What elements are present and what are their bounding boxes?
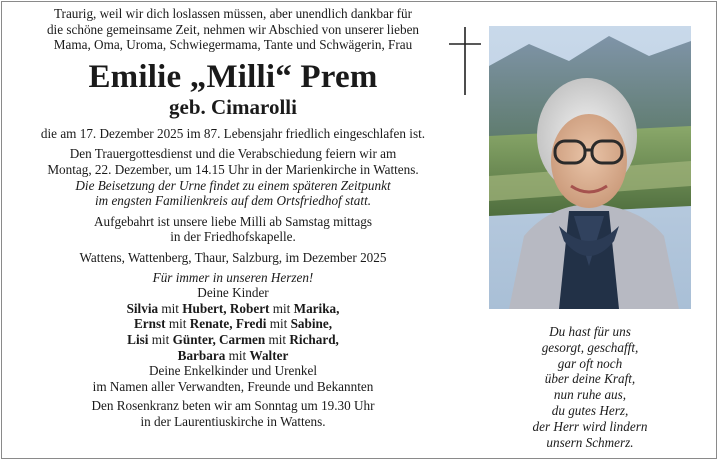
family-name: Barbara [177,347,226,363]
connector: mit [228,347,247,363]
family-line [18,348,448,364]
line-end: , [335,331,339,347]
children-label: Deine Kinder [197,285,269,301]
notice-text [18,6,448,429]
poem [490,324,690,450]
line-end: , [328,316,332,332]
relatives-line: im Namen aller Verwandten, Freunde und Bekannten [92,378,374,394]
poem-line: gesorgt, geschafft, [541,339,639,355]
poem-line: unsern Schmerz. [546,434,634,450]
portrait-photo [489,26,691,309]
family-name: Silvia [126,300,159,316]
grandchildren-line: Deine Enkelkinder und Urenkel [148,363,318,379]
connector: mit [161,300,179,316]
place-date: Wattens, Wattenberg, Thaur, Salzburg, im Dezember 2025 [79,249,387,265]
family-name: Lisi [127,331,149,347]
connector: mit [269,316,288,332]
family-name: Sabine [290,316,329,332]
family-name: Marika [293,300,337,316]
family-name: Carmen [219,331,266,347]
poem-line: Du hast für uns [549,324,631,339]
intro-line: Traurig, weil wir dich loslassen müssen, aber unendlich dankbar für [53,6,413,21]
family-name: Walter [249,347,289,363]
cross-icon [448,26,482,96]
connector: mit [272,300,291,316]
poem-line: du gutes Herz, [551,402,629,418]
family-name: Ernst [134,316,166,332]
family-name: Günter [172,331,213,347]
service-line: Den Trauergottesdienst und die Verabschiedung feiern wir am [69,146,397,162]
family-name: Hubert [182,300,224,316]
rosary-line: Den Rosenkranz beten wir am Sonntag um 19.30 Uhr [91,398,375,414]
poem-line: nun ruhe aus, [553,387,627,403]
family-name: Fredi [235,316,267,332]
burial-line: im engsten Familienkreis auf dem Ortsfriedhof statt. [94,193,372,209]
family-line: Silvia mit Hubert, Robert mit Marika, [126,300,340,316]
intro-text [18,6,448,53]
connector: mit [151,331,170,347]
poem-line: über deine Kraft, [544,371,636,387]
connector: mit [268,331,287,347]
line-end: , [336,300,340,316]
viewing-line: Aufgebahrt ist unsere liebe Milli ab Samstag mittags [94,213,372,229]
service-line: Montag, 22. Dezember, um 14.15 Uhr in der Marienkirche in Wattens. [47,161,419,177]
family-name: Richard [289,331,336,347]
poem-line: der Herr wird lindern [532,418,648,434]
burial-line: Die Beisetzung der Urne findet zu einem späteren Zeitpunkt [75,177,391,193]
poem-line: gar oft noch [557,355,623,371]
intro-line: die schöne gemeinsame Zeit, nehmen wir Abschied von unserer lieben [46,21,420,37]
intro-line: Mama, Oma, Uroma, Schwiegermama, Tante und Schwägerin, Frau [53,37,413,53]
family-line: Ernst mit Renate, Fredi mit Sabine, [134,316,332,332]
rosary-line: in der Laurentiuskirche in Wattens. [140,413,326,429]
family-line: Lisi mit Günter, Carmen mit Richard, [127,331,339,347]
family-name: Robert [229,300,270,316]
viewing-line: in der Friedhofskapelle. [170,229,296,245]
death-line: die am 17. Dezember 2025 im 87. Lebensjahr friedlich eingeschlafen ist. [40,125,426,141]
birth-name: geb. Cimarolli [169,94,297,119]
connector: mit [168,316,187,332]
deceased-name: Emilie „Milli“ Prem [88,58,378,95]
motto: Für immer in unseren Herzen! [152,269,314,285]
family-name: Renate [189,316,230,332]
